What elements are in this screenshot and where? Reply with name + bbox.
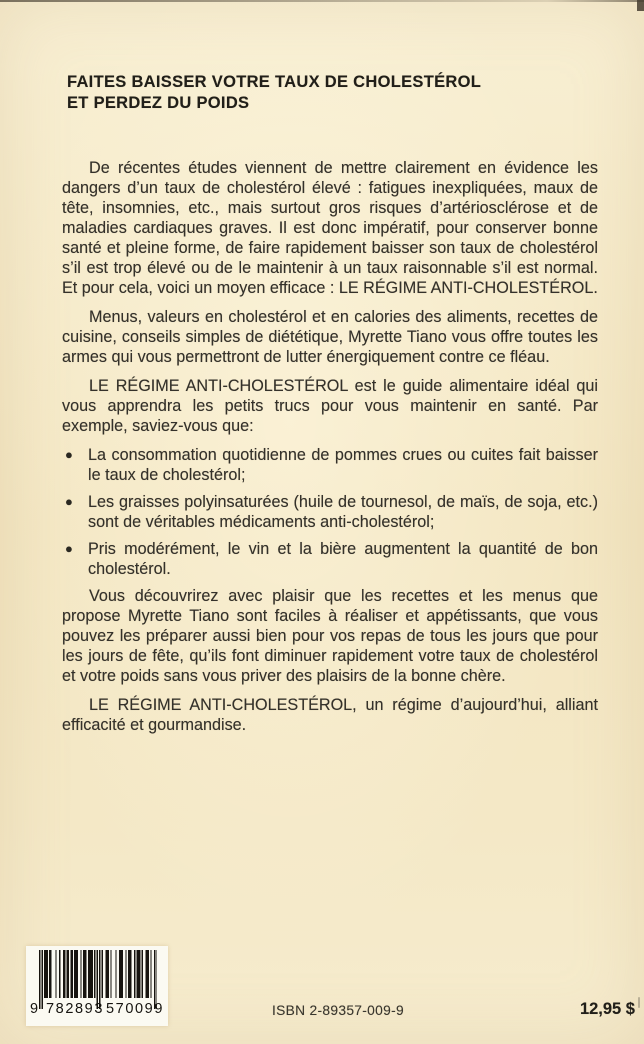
list-item (62, 445, 598, 485)
heading-line-2: ET PERDEZ DU POIDS (67, 94, 250, 112)
paragraph-menus: Menus, valeurs en cholestérol et en calories des aliments, recettes de cuisine, conseils simples de diététique, Myrette Tiano vous offre toutes les armes qui vous permettront de lutter énergiquement contre ce fléau. (62, 308, 598, 366)
barcode (26, 946, 168, 1026)
list-item (62, 492, 598, 532)
paragraph-guide: LE RÉGIME ANTI-CHOLESTÉROL est le guide alimentaire idéal qui vous apprendra les petits trucs pour vous maintenir en santé. Par exemple, saviez-vous que: (62, 377, 598, 435)
isbn-number: ISBN 2-89357-009-9 (272, 1003, 404, 1018)
heading-line-1: FAITES BAISSER VOTRE TAUX DE CHOLESTÉROL (67, 73, 482, 91)
bullet-text-wine: Pris modérément, le vin et la bière augmentent la quantité de bon cholestérol. (88, 540, 598, 578)
cover-text-block (62, 72, 598, 744)
paragraph-intro: De récentes études viennent de mettre clairement en évidence les dangers d’un taux de cholestérol élevé : fatigues inexpliquées, maux de tête, insomnies, etc., mais surtout gros risques d’artériosclérose et de maladies cardiaques graves. Il est donc impératif, pour conserver bonne santé et pleine forme, de faire rapidement baisser son taux de cholestérol s’il est trop élevé ou de le maintenir à un taux raisonnable s’il est normal. Et pour cela, voici un moyen efficace : LE RÉGIME ANTI-CHOLESTÉROL. (62, 159, 598, 297)
cover-body (62, 158, 598, 735)
cover-heading (67, 72, 598, 114)
barcode-left-digits: 782893 (46, 1001, 104, 1017)
bullet-text-apples: La consommation quotidienne de pommes crues ou cuites fait baisser le taux de cholestérol; (88, 446, 598, 484)
fact-bullet-list (62, 445, 598, 579)
bullet-icon: ● (65, 541, 73, 556)
photo-corner-artifact (637, 0, 644, 11)
paragraph-closing: LE RÉGIME ANTI-CHOLESTÉROL, un régime d’aujourd’hui, alliant efficacité et gourmandise. (62, 696, 598, 734)
bullet-text-fats: Les graisses polyinsaturées (huile de tournesol, de maïs, de soja, etc.) sont de véritables médicaments anti-cholestérol; (88, 493, 598, 531)
barcode-right-digits: 570099 (106, 1001, 164, 1017)
price-label: 12,95 $ (579, 1000, 635, 1018)
photo-dash-artifact (638, 997, 640, 1008)
bullet-icon: ● (65, 447, 73, 462)
bullet-icon: ● (65, 494, 73, 509)
barcode-first-digit: 9 (30, 1001, 39, 1017)
paragraph-recipes: Vous découvrirez avec plaisir que les recettes et les menus que propose Myrette Tiano sont faciles à réaliser et appétissants, que vous pouvez les préparer aussi bien pour vos repas de tous les jours que pour les jours de fête, qu’ils font diminuer rapidement votre taux de cholestérol et votre poids sans vous priver des plaisirs de la bonne chère. (62, 587, 598, 685)
photo-top-edge-artifact (0, 0, 644, 2)
list-item (62, 539, 598, 579)
